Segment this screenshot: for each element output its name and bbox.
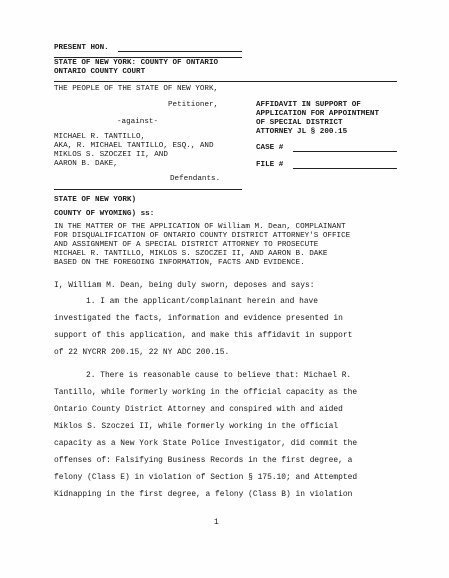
paragraph-2-line: capacity as a New York State Police Investigator, did commit the bbox=[54, 439, 358, 448]
defendant-line: MIKLOS S. SZOCZEI II, AND bbox=[54, 151, 168, 159]
paragraph-1-line: investigated the facts, information and evidence presented in bbox=[54, 314, 343, 323]
caption-top-rule bbox=[54, 81, 397, 82]
paragraph-2-line: Kidnapping in the first degree, a felony (Class B) in violation bbox=[54, 490, 353, 499]
paragraph-2-line: offenses of: Falsifying Business Records in the first degree, a bbox=[54, 456, 353, 465]
header-rule bbox=[54, 57, 242, 58]
court-line-2: ONTARIO COUNTY COURT bbox=[54, 68, 146, 76]
matter-line: BASED ON THE FOREGOING INFORMATION, FACTS AND EVIDENCE. bbox=[54, 259, 305, 267]
venue-state: STATE OF NEW YORK) bbox=[54, 196, 137, 204]
paragraph-2-line: Tantillo, while formerly working in the official capacity as the bbox=[54, 388, 358, 397]
defendant-line: AKA, R. MICHAEL TANTILLO, ESQ., AND bbox=[54, 142, 214, 150]
matter-line: MICHAEL R. TANTILLO, MIKLOS S. SZOCZEI II, AND AARON B. DAKE bbox=[54, 250, 328, 258]
paragraph-2-line: felony (Class E) in violation of Section § 175.10; and Attempted bbox=[54, 473, 358, 482]
doc-title-line: ATTORNEY JL § 200.15 bbox=[256, 128, 348, 136]
paragraph-1-line: 1. I am the applicant/complainant herein and have bbox=[86, 297, 319, 306]
file-number-label: FILE # bbox=[256, 161, 284, 169]
file-number-underline bbox=[293, 168, 397, 169]
matter-line: IN THE MATTER OF THE APPLICATION OF William M. Dean, COMPLAINANT bbox=[54, 223, 346, 231]
defendants-label: Defendants. bbox=[170, 175, 221, 183]
court-line-1: STATE OF NEW YORK: COUNTY OF ONTARIO bbox=[54, 59, 219, 67]
venue-county: COUNTY OF WYOMING) ss: bbox=[54, 210, 155, 218]
paragraph-1-line: of 22 NYCRR 200.15, 22 NY ADC 200.15. bbox=[54, 348, 230, 357]
present-hon-underline bbox=[118, 51, 242, 52]
paragraph-1-line: support of this application, and make this affidavit in support bbox=[54, 331, 353, 340]
case-number-underline bbox=[293, 151, 397, 152]
matter-line: AND ASSIGNMENT OF A SPECIAL DISTRICT ATTORNEY TO PROSECUTE bbox=[54, 241, 319, 249]
page-number: 1 bbox=[214, 518, 219, 527]
paragraph-2-line: Miklos S. Szoczei II, while formerly working in the official bbox=[54, 422, 339, 431]
doc-title-line: OF SPECIAL DISTRICT bbox=[256, 119, 343, 127]
paragraph-2-line: Ontario County District Attorney and conspired with and aided bbox=[54, 405, 343, 414]
doc-title-line: APPLICATION FOR APPOINTMENT bbox=[256, 110, 380, 118]
matter-line: FOR DISQUALIFICATION OF ONTARIO COUNTY DISTRICT ATTORNEY'S OFFICE bbox=[54, 232, 351, 240]
defendant-line: MICHAEL R. TANTILLO, bbox=[54, 133, 146, 141]
plaintiff-line: THE PEOPLE OF THE STATE OF NEW YORK, bbox=[54, 85, 219, 93]
doc-title-line: AFFIDAVIT IN SUPPORT OF bbox=[256, 101, 361, 109]
paragraph-2-line: 2. There is reasonable cause to believe that: Michael R. bbox=[86, 371, 352, 380]
against-label: -against- bbox=[117, 118, 159, 126]
case-number-label: CASE # bbox=[256, 144, 284, 152]
caption-bottom-rule bbox=[54, 189, 242, 190]
petitioner-label: Petitioner, bbox=[168, 101, 219, 109]
present-hon-label: PRESENT HON. bbox=[54, 44, 109, 52]
intro-sentence: I, William M. Dean, being duly sworn, deposes and says: bbox=[54, 281, 315, 290]
defendant-line: AARON B. DAKE, bbox=[54, 160, 118, 168]
